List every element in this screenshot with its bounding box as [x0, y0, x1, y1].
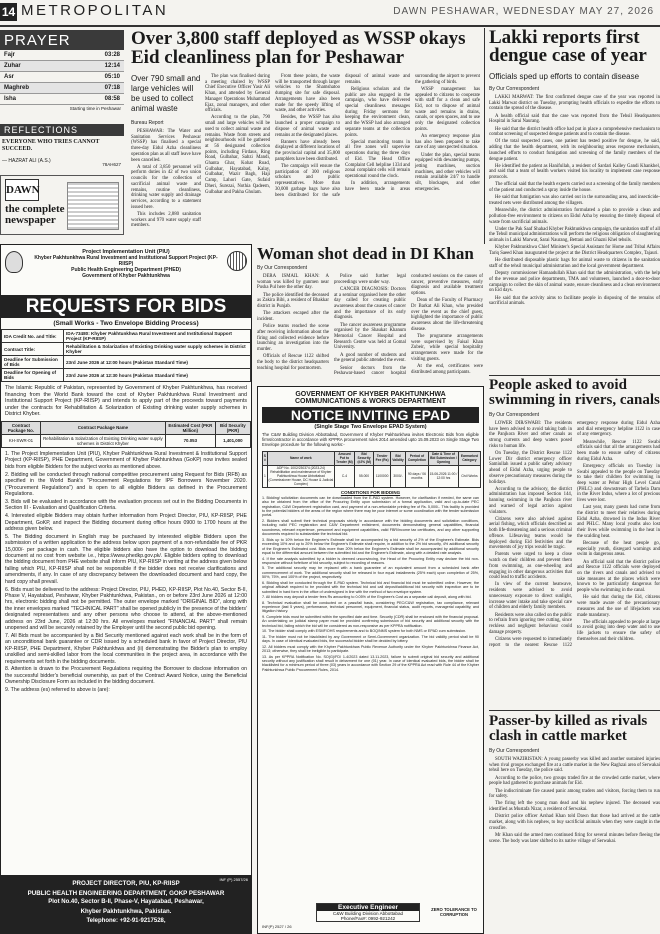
rfb-clause: 7. All Bids must be accompanied by a Bid Security mentioned against each work shall be in the form of an unconditional bank guarantee or CDR issued by a scheduled bank in favor of Project Director, PIU KP-RIISP, PHE Department, Khyber Pakhtunkhwa and (ii) demonstrating the Bidder's plan to employ unskilled and semi-skilled labor from the local communities in the project area, in accordance with the requirements set forth in the bidding documents. [5, 632, 247, 665]
notice-condition: 13. As per KPPRA Notification No. SO(G)/FD/ 1-4/2023 dated 13.11.2023, failure to submit original bid security and additional security without any justification shall result in debarment for one (01) year. In case of identical evaluated bids, the bidder shall be blacklisted for a minimum period of three (03) years in accordance with Section 29 of the KPPRA Act read with Rule 44 of the Khyber Pakhtunkhwa Public Procurement Rules, 2014. [262, 654, 479, 672]
notice-works-table [262, 451, 481, 488]
dawn-promo [0, 175, 124, 235]
notice-cell: 55.000 [354, 465, 373, 487]
woman-paragraph: CANCER DIAGNOSIS: Doctors at a seminar organised here the other day called for creating public awareness about the causes of cancer and the importance of its early diagnosis. [334, 286, 406, 321]
prayer-name: Zuhar [4, 63, 21, 69]
prayer-note: Starting time in Peshawar [69, 106, 121, 111]
wssp-paragraph: PESHAWAR: The Water and Sanitation Services Peshawar (WSSP) has finalised a special three-day Eidul Azha cleanliness operation plan as all staff leave have been cancelled. [131, 129, 201, 163]
notice-condition: 5. The additional security may be replaced with a bank guarantee of an equivalent amount from a scheduled bank after commencement of work. The additional security shall be released in four equal installments (25% each) upon completion of 25%, 50%, 75%, and 100% of the project, respectively. [262, 566, 479, 580]
woman-byline: By Our Correspondent [257, 265, 308, 271]
drowning-paragraph: Emergency officials on Tuesday in Swabi appealed to the people on Tuesday to take their children for swimming in deep water at Pehur High Level Canal (PHLC) and downstream of Tarbela Dam in the River Indus, where a lot of precious lives were lost. [577, 463, 660, 504]
reflection-author: — HAZRAT ALI (A.S.) [2, 158, 51, 164]
drowning-paragraph: Citizens were requested to immediately report to the nearest Rescue 1122 emergency response during Eidul Azha and dial emergency helpline 1122 in case of any emergency. [489, 421, 660, 648]
drowning-paragraph: Citizens were also advised against aerial fishing, which officials described as both life-threatening and a serious criminal offence. Lifesaving teams would be deployed during Eid festivities and the movements of joy trips would be tragic. [489, 516, 572, 551]
rfb-clause: 9. The address (es) referred to above is (are): [5, 687, 110, 694]
prayer-name: Asr [4, 74, 15, 80]
wssp-byline: Bureau Report [131, 120, 164, 126]
woman-paragraph: DERA ISMAIL KHAN: A woman was killed by gunmen near Pusha Pul here the other day. [257, 274, 329, 291]
prayer-title: PRAYER [0, 30, 124, 50]
wssp-paragraph: Banners have already been displayed at different locations of the provincial capital and 35,000 pamphlets have been distributed. [275, 139, 340, 162]
prayer-row [0, 72, 124, 83]
notice-header: Bid Security @2% (M) [354, 451, 373, 465]
dengue-story [489, 29, 660, 374]
notice-condition: 1. Bidding/ solicitation documents can be downloaded from the E-PAD system. However, for clarification if needed, the same can also be obtained from the office of the Procuring Entity upon submission of a formal application, valid and up-to-date PEC registration, C&W Department registration card, and payment of a non-refundable printing fee of Rs. 5,000/-. This facility is provided to the potential bidders of the areas of the region where there may be poor internet or some coordination with the tender submission portal. [262, 495, 479, 518]
rfb-address-box [1, 875, 251, 933]
newspaper-stack-icon [67, 182, 119, 230]
rfb-pkg-header: Contract Package No. [2, 421, 41, 434]
woman-paragraph: Dean of the Faculty of Pharmacy Dr Barkat Ali Khan, who presided over the event as the chief guest, highlighted the importance of public awareness about the life-threatening disease. [411, 298, 483, 332]
wssp-headline: Over 3,800 staff deployed as WSSP okays Eid cleanliness plan for Peshawar [131, 29, 466, 68]
notice-header: Period of Completion [405, 451, 428, 465]
woman-paragraph: At the end, certificates were distributed among participants. [411, 364, 483, 375]
sign-title: Executive Engineer [317, 904, 419, 911]
rfb-info-label: IDA Credit No. and Title: [2, 330, 64, 343]
drowning-paragraph: Parents were urged to keep a close watch on their children and prevent them from swimming, as one-wheeling and engaging in other dangerous activities that could lead to traffic accidents. [489, 552, 572, 581]
drowning-paragraph: The officials appealed to people at large to avoid going into deep water and to use life jackets to ensure the safety of themselves and their children. [577, 619, 660, 642]
rfb-address-line: Khyber Pakhtunkhwa, Pakistan. [80, 908, 172, 915]
dengue-paragraph: Khyber Pakhtunkhwa Chief Minister's Special Assistant for Home and Tribal Affairs Tariq Saeed Khan inaugurated the project at the District Headquarters Complex, Tajauri. [489, 245, 660, 257]
reflections-title: REFLECTIONS [0, 124, 124, 136]
cattle-paragraph: The indiscriminate fire caused panic among traders and visitors, forcing them to run for safety. [489, 788, 660, 800]
rfb-address-line: Telephone: +92-91-9217528, [86, 918, 166, 924]
notice-condition: 8. Technical evaluation shall be conducted on a pass/fail basis, considering PEC/C&W registration, tax compliance, relevant experience (last 5 years), performance, technical personnel, equipment, financial status, audit reports, managerial capability, and litigation history. [262, 600, 479, 614]
rfb-pkg-cell: KH-SWR-01 [2, 434, 41, 447]
dengue-paragraph: Deputy commissioner Hamaadullah Khan said that the administration, with the help of the revenue and police departments, TMA and volunteers, launched a door-to-door campaign to collect the skin of animal waste, ensure cleanliness and a clean environment on Eid days. [489, 271, 660, 294]
cattle-paragraph: District police officer Arshad Khan told Dawn that those had arrived at the cattle market, along with his nephew, to buy sacrificial animals when they were caught in the crossfire. [489, 814, 660, 831]
notice-header: Tender Fee (Rs) [374, 451, 391, 465]
rfb-info-value: 23rd June 2026 at 12:30 hours (Pakistan Standard Time) [64, 369, 251, 382]
rfb-pkg-header: Estimated Cost (PKR Million) [165, 421, 215, 434]
woman-story [257, 245, 483, 383]
woman-headline: Woman shot dead in DI Khan [257, 245, 474, 263]
rfb-govt: Government of Khyber Pakhtunkhwa [82, 273, 170, 279]
woman-paragraph: The programme arrangements were supervised by Faisal Khan Zubeir, while special hospitality arrangements were made for the visiting guests. [411, 334, 483, 362]
wssp-deck: Over 790 small and large vehicles will be used to collect animal waste [131, 74, 201, 113]
rfb-info-row [2, 369, 251, 382]
wssp-paragraph: A total of 3,850 personnel will perform duties in 42 of two union councils for the collection of sacrificial animal waste and remains, routine cleanliness, drinking water supply and drainage services, according to a statement issued here. [131, 164, 201, 210]
wssp-paragraph: An emergency response plan has also been prepared to take care of any unexpected situation. [415, 134, 480, 151]
rfb-advert [0, 244, 252, 934]
rfb-clause: 2. Bidding will be conducted through national competitive procurement using Request for Bids (RFB) as specified in the World Bank's "Procurement Regulations for IPF Borrowers November 2020. ("Procurement Regulations") and is open to all eligible Bidders as defined in the Procurement Regulations. [5, 471, 247, 497]
notice-condition: 3. Bids up to 10% below the Engineer's Estimate shall be accompanied by a bid security of 2% of the Engineer's Estimate. Bids exceeding 10% and up to 20% below the Engineer's Estimate shall require, in addition to the 2% bid security, 4% additional security of the Engineer's Estimated cost. Bids more than 20% below the Engineer's Estimate shall be accompanied by additional security equal to the differential amount between the submitted bid and the Engineer's Estimate, along with a detailed rate analysis. [262, 537, 479, 556]
dawn-logo-text: DAWN [6, 184, 40, 196]
rfb-clause: 1. The Project Implementation Unit (PIU), Khyber Pakhtunkhwa Rural Investment & Institutional Support Project (KP-RIISP), PHE Department, Government of Khyber Pakhtunkhwa (GoKP) now invites sealed bids from eligible Bidders for the subject works as mentioned above. [5, 450, 247, 470]
notice-header: Date & Time of Bid Submission / Opening [430, 452, 457, 465]
notice-footer [258, 901, 483, 933]
drowning-paragraph: Residents were also called on the public to refrain from ignoring tree cutting, since reckless and negligent behaviour could damage property. [489, 612, 572, 635]
wssp-paragraph: In addition, arrangements have been made in areas surrounding the airport to prevent the gathering of birds. [345, 74, 480, 192]
dengue-paragraph: LAKKI MARWAT: The first confirmed dengue case of the year was reported in Lakki Marwat district on Tuesday, prompting health officials to expedite the efforts to contain the spread of the disease. [489, 95, 660, 112]
rfb-info-table [1, 329, 251, 382]
notice-cell: 3000/- [391, 465, 406, 487]
woman-paragraph: Police teams reached the scene after receiving information about the firing and collected evidence before launching an investigation into the murder. [257, 324, 329, 352]
woman-paragraph: A good number of students and the general public attended the event. [334, 352, 406, 364]
wssp-paragraph: Under the plan, special teams equipped with dewatering pumps, jetting machines, suction machines, and other vehicles will remain available 24/7 to handle silt, blockages, and other emergencies. [415, 152, 480, 192]
notice-header: Bid Validity [391, 451, 406, 465]
wssp-story [131, 29, 480, 241]
drowning-paragraph: According to the advisory, the district administration has imposed Section 144, banning swimming in the Panjkora river and warned of legal action against violators. [489, 486, 572, 515]
rfb-subtitle: (Small Works - Two Envelope Bidding Process) [53, 320, 199, 327]
rfb-package-table [1, 421, 251, 448]
woman-paragraph: The police identified the deceased as Zakira Bibi, a resident of Bhakkar district in Punjab. [257, 292, 329, 310]
reflection-quote: EVERYONE WHO TRIES CANNOT SUCCEED. [2, 139, 100, 152]
notice-cell: 15-06-2026 11:00 / 12:00 hrs [429, 465, 459, 487]
dengue-paragraph: The official said that the health experts carried out a screening of the family members of the patient and conducted a spray inside the house. [489, 182, 660, 194]
signature-box [316, 903, 420, 922]
notice-dept: COMMUNICATIONS & WORKS DEPARTMENT [294, 398, 446, 405]
notice-govt: GOVERNMENT OF KHYBER PAKHTUNKHWA [295, 391, 446, 398]
cattle-story [489, 714, 660, 934]
dengue-paragraph: Of the total suspected cases, one patient has tested positive for dengue, he said, adding that the health department, with its neighbouring areas response mechanism, launched efforts to conduct fumigation and screening of the family members of the dengue patient. [489, 139, 660, 162]
wssp-paragraph: Special monitoring teams in all five zones will supervise operations during the three days of Eid. The Head Office Complaint Cell helpline 1334 and zonal complaint cells will remain operational round the clock. [345, 139, 411, 179]
notice-cell: 90 days / 06 months [405, 465, 428, 487]
drowning-body [489, 421, 660, 697]
prayer-time: 08:58 [104, 96, 120, 102]
notice-header: Amount Put to Tender (M) [336, 452, 353, 465]
dengue-paragraph: A health official said that the case was reported from the Tehsil Headquarters Hospital in Sarai Naurang. [489, 113, 660, 125]
wssp-paragraph: WSSP management has appealed to citizens to cooperate with staff for a clean and safe Eid, not to dispose of animal waste and remains in drains, canals, or open spaces, and to use only the designated collection points. [415, 86, 480, 132]
kp-emblem-icon [5, 251, 23, 273]
rfb-info-label: Contract Title: [2, 343, 64, 356]
wssp-paragraph: According to the plan, 790 small and large vehicles will be used to collect animal waste and remains. Waste from streets and neighbourhoods will be gathered at 56 designated collection points, including Firdaus, Ring Road, Gulbahar, Sabzi Mandi, Ghanta Ghar, Kohat Road, Gulbahar, Hayatabad, Kalay, Gulbahar, Wazir Bagh, Haji Camp, Lahori Gate, Sufaid Dheri, Surezai, Nothia Qadeem, Gulbahar and Pakha Ghulam. [205, 115, 270, 195]
drowning-byline: By Our Correspondent [489, 412, 540, 418]
wssp-body [205, 74, 480, 241]
notice-cell: C-4 [335, 465, 355, 487]
cattle-byline: By Our Correspondent [489, 748, 540, 754]
notice-condition: 9. Complete bids must be submitted within the specified date and time. Security (CDR) shall be enclosed with the financial proposal. An undertaking on judicial stamp paper must be provided confirming submission of bid security and additional security with the technical bid, failing which the bid will be considered as non-responsive as per KPPRA notification. [262, 614, 479, 628]
prayer-time: 05:10 [104, 74, 120, 80]
rfb-address-line: PROJECT DIRECTOR, PIU, KP-RIISP [72, 880, 180, 887]
drowning-paragraph: Last year, many guests had come from the district to meet their relatives during Eidul Azha, drowned in the Indus River and PHLC. Many local youths also lost their lives while swimming in the heat in the scalding heat. [577, 505, 660, 539]
notice-condition: 2. Bidders shall submit their technical proposals strictly in accordance with the bidding documents and solicitation conditions, including valid PEC registration and C&W Department enlistment, documents demonstrating general capabilities, financial soundness, relevant experience, personnel and equipment capabilities, valid FBR/income tax certificates, and any other supporting documents required to substantiate the technical bid. [262, 518, 479, 537]
epad-notice [257, 386, 484, 934]
notice-conditions [258, 495, 483, 857]
rfb-pkg-header: Contract Package Name [40, 421, 165, 434]
notice-condition: 6. Bidding shall be conducted through the E-PAD system. Technical bid and financial bid must be submitted online. However, the original affidavit required to be provided with the technical bid and call deposit/additional bid security with inspection are to be submitted in hard form in the office of undersigned in line with the method of two envelope system. [262, 580, 479, 594]
notice-header: Name of work [267, 451, 334, 465]
dengue-paragraph: Under the Pak Saaf Shahad Khyber Pakhtunkhwa campaign, the sanitation staff of all the Tehsil municipal administrations will perform the religious obligation of slaughtering animals in Lakki Marwat, Sarai Naurang, Bettani and Ghazni Khel tehsils. [489, 226, 660, 244]
prayer-time: 07:18 [104, 85, 120, 91]
dawn-logo [5, 179, 39, 201]
zero-tolerance-banner: ZERO TOLERANCE TO CORRUPTION [431, 907, 477, 917]
wssp-paragraph: Religious scholars and the public are also engaged in the campaign, who have delivered special cleanliness messages during Friday sermons for keeping the environment clean, and the WSSP had also arranged separate teams at the collection points. [345, 86, 410, 138]
notice-condition: 11. The bidder must not be blacklisted by any Government or Semi-Government organization. The bid validity period shall be 90 days. In case of identical evaluated bids, the successful bidder shall be decided by lottery. [262, 634, 479, 644]
prayer-name: Isha [4, 96, 17, 102]
rfb-clause: 3. Bids will be evaluated in accordance with the evaluation process set out in the Bidding Documents in Section III - Evaluation and Qualification Criteria. [5, 498, 247, 512]
rfb-pkg-cell: 1,401,000 [215, 434, 250, 447]
rfb-pkg-header: Bid Security (PKR) [215, 421, 250, 434]
prayer-row [0, 94, 124, 105]
notice-header: Earmarked Category [458, 451, 480, 465]
cattle-body [489, 757, 660, 907]
rfb-clause: 5. The Bidding document in English may be purchased by interested eligible Bidders upon the submission of a written application to the address below upon payment of a non-refundable fee of PKR 15,000/- per package in cash. The eligible bidders also have the option to download the bidding document at no cost from website i.e., https://www.phedkp.gov.pk/. Eligible bidders opting to download the bidding document from PHE website shall inform PIU, KP-RIISP in writing at the address given below falling which PIU, KP-RIISP shall not be responsible if the bidder does not receive clarifications and amendments, if any. In case of any discrepancy between the downloaded document and hard copy, the hard copy shall prevail. [5, 533, 247, 585]
cattle-paragraph: Mr Khan said the armed men continued firing for several minutes before fleeing the scene. The body was later shifted to its native village of Serwakai. [489, 832, 660, 844]
woman-paragraph: The attackers escaped after the incident. [257, 311, 329, 322]
prayer-times [0, 50, 124, 105]
rfb-intro: The Islamic Republic of Pakistan, represented by Government of Khyber Pakhtunkhwa, has received financing from the World Bank toward the cost of Khyber Pakhtunkhwa Rural Investment and Institutional Support Project (KP-RIISP) and intends to apply part of the proceeds toward payments under the contracts for Rehabilitation & Solarization of Existing drinking water supply schemes in District Khyber. [5, 385, 247, 418]
dengue-paragraph: He said that the activity aims to facilitate people in disposing of the remains of sacrificial animals. [489, 295, 660, 307]
woman-paragraph: The cancer awareness programme organised by the Shaukat Khanum Memorial Cancer Hospital and Research Centre was held at Gomal University. [334, 322, 406, 351]
wssp-paragraph: The campaign will ensure the participation of 300 religious scholars and public representatives. More than 30,000 garbage bags have also been distributed for the safe disposal of animal waste and remains. [275, 74, 410, 198]
prayer-time: 12:14 [104, 63, 120, 69]
cattle-paragraph: According to the police, two groups traded fire at the crowded cattle market, where people had gathered to purchase animals for Eid. [489, 775, 660, 787]
promo-tagline: the complete newspaper [5, 203, 65, 226]
drowning-paragraph: Meanwhile, Rescue 1122 Swabi officials said that all the arrangements had been made to ensure safety of citizens during Eidul Azha. [577, 439, 660, 462]
sign-phone: Phone/Fax#: 0992-921242 [340, 916, 396, 921]
rfb-info-row [2, 330, 251, 343]
rfb-inf: INF (P) 2557/26 [219, 877, 248, 882]
page-number: 14 [1, 5, 16, 19]
notice-cell: ADP No. 1002/230374 (2023-24) Rehabilitation and maintenance of Khyber Pakhtunkhwa House Abbottabad (Commissioner House, DC House & Judicial Complex) [268, 466, 334, 487]
notice-title: NOTICE INVITING EPAD [262, 407, 479, 423]
rfb-pkg-cell: 70.053 [165, 434, 215, 447]
rfb-clause: 8. Attention is drawn to the Procurement Regulations requiring the Borrower to disclose information on the successful bidder's beneficial ownership, as part of the Contract Award Notice, using the Beneficial Ownership Disclosure Form as included in the bidding document. [5, 666, 247, 686]
rfb-dept: Public Health Engineering Department (PHED) [71, 267, 181, 273]
wssp-paragraph: From these points, the waste will be transported through larger vehicles to the Shamshatoo dumping site for safe disposal. Arrangements have also been made for the speedy lifting of waste, and other activities. [275, 74, 340, 114]
prayer-name: Fajr [4, 52, 16, 58]
drowning-paragraph: In view of the current heatwave, residents were advised to avoid unnecessary exposure to direct sunlight, increase water intake and take special care of children and elderly family members. [489, 582, 572, 611]
woman-body [257, 274, 483, 383]
masthead [0, 0, 660, 26]
rfb-info-row [2, 356, 251, 369]
rfb-address-line: PUBLIC HEALTH ENGINEERING DEPARTMENT, GOKP PESHAWAR [27, 889, 225, 897]
notice-condition: 4. If the rate analysis submitted by a bidder is deemed unconvincing, the Head of the Procuring Entity may declare the bid non-responsive without forfeiture of bid security, subject to recording of reasons. [262, 556, 479, 565]
rfb-clause: 6. Bids must be delivered to the address: Project Director, PIU, PHED, KP-RIISP, Plot No.40, Sector B-II, Phase V, Hayatabad, Peshawar, Khyber Pakhtunkhwa, Pakistan., on or before 23rd June 2026 at 12:00 hrs, electronic bidding shall not be permitted. The outer envelope marked "ORIGINAL BID", along with the inner envelopes marked "TECHNICAL PART" shall be opened publicly in the presence of the bidders' designated representatives and any other persons who choose to attend, at the above-mentioned address on 23rd June, 2026 at 12:30 hrs. All envelopes marked "FINANCIAL PART" shall remain unopened and will be securely retained by the Employer until the second public bid opening. [5, 586, 247, 632]
conditions-title: CONDITIONS FOR BIDDING [340, 489, 401, 495]
notice-condition: 12. All bidders must comply with the Khyber Pakhtunkhwa Public Revenue Authority under the Khyber Pakhtunkhwa Finance Act, 2013; otherwise, they shall be ineligible to participate. [262, 644, 479, 654]
cattle-paragraph: SOUTH WAZIRISTAN: A young passerby was killed and another sustained injuries when rival groups exchanged fire at a cattle market in the New Raghzai area of Serwakai tehsil here on Tuesday, the police said. [489, 757, 660, 774]
wssp-paragraph: Besides, the WSSP has also launched a proper campaign to dispose of animal waste and remains at the designated places. [275, 115, 340, 138]
notice-condition: 7. All bidders may deposit a tender fees Rs amounting to 0.05% of the Engineer's Cost as a separate call deposit, along with bid. [262, 595, 472, 600]
drowning-story [489, 378, 660, 706]
rfb-info-value: Rehabilitation & Solarization of Existing Drinking water supply schemes in District Khyber [64, 343, 251, 356]
drowning-paragraph: On Tuesday, the District Rescue 1122 Lower Dir district emergency officer Samiullah issued a public safety advisory ahead of Eidul Azha, urging people to observe precautionary measures during the holidays. [489, 451, 572, 485]
prayer-name: Maghreb [4, 85, 30, 91]
rfb-info-row [2, 343, 251, 356]
cattle-headline: Passer-by killed as rivals clash in cattle market [489, 714, 648, 744]
notice-intro: The C&W Building Division Abbottabad, Government of Khyber Pakhtunkhwa invites Electronic Bids from eligible firms/contractor in accordance with KPPRA procurement rules 2014 amended upto 15.09.2023 on Single Stage Two Envelope procedure for the following works:- [262, 432, 479, 448]
rfb-title: REQUESTS FOR BIDS [1, 295, 251, 318]
section-title: METROPOLITAN [21, 2, 169, 19]
sign-office: C&W Building Division Abbottabad [332, 911, 404, 916]
notice-header: S # [263, 451, 268, 465]
drowning-paragraph: He said that during the Eid, citizens were made aware of the precautionary measures and the use of lifejackets was made mandatory. [577, 595, 660, 618]
notice-subtitle: (Single Stage Two Envelope EPAD System) [314, 424, 427, 430]
rfb-pkg-cell: Rehabilitation & Solarization of Existing Drinking water supply schemes in District Khyber [40, 434, 165, 447]
woman-paragraph: Senior doctors from the Peshawar-based cancer hospital conducted sessions on the causes of cancer, preventive measures, early diagnosis and available treatment options. [334, 274, 483, 377]
rfb-clause: 4. Interested eligible Bidders may obtain further information from Project Director, PIU, KP-RIISP, PHE Department, GoKP, and inspect the Bidding document during office hours 0900 to 1700 hours at the address given below. [5, 513, 247, 532]
notice-condition: 10. The bidder shall comply with ESMF/OHS requirements and to BOQ/NMS system for both NMS or EPAD cum submission. [262, 629, 467, 634]
rfb-info-value: IDA-73480: Khyber Pakhtunkhwa Rural Investment and Institutional Support Project (KP-RIISP) [64, 330, 251, 343]
prayer-row [0, 50, 124, 61]
dengue-deck: Officials sped up efforts to contain disease [489, 72, 640, 81]
woman-paragraph: Officials of Rescue 1122 shifted the body to the district headquarters teaching hospital for postmortem. [257, 354, 329, 371]
cattle-paragraph: The firing left the young man dead and his nephew injured. The deceased was identified as Mustafa Nizar, a resident of Serwakai. [489, 801, 660, 813]
rfb-unit: Project Implementation Unit (PIU) [82, 249, 170, 255]
dengue-paragraph: He distributed disposable plastic bags for animal waste to citizens in the sanitation staff of the tehsil municipal administration and the local government department. [489, 258, 660, 269]
drowning-paragraph: LOWER DIR/SWABI: The residents have been advised to avoid taking bath in the Panjkora River and other canals as strong currents and deep waters posed risks to human life. [489, 421, 572, 449]
prayer-time: 03:28 [104, 52, 120, 58]
notice-cell: 1 [263, 465, 268, 487]
dengue-paragraph: He said that the district health office had put in place a comprehensive mechanism to combat screening of suspected dengue patients and to contain the disease. [489, 126, 660, 138]
rfb-unit-sub: Khyber Pakhtunkhwa Rural Investment and Institutional Support Project (KP-RIISP) [34, 255, 218, 267]
reflections-box [0, 124, 124, 174]
notice-cell: 1100000 [374, 465, 391, 487]
dengue-paragraph: Meanwhile, the district administration formulated a plan to provide a clean and pollution-free environment to citizens on Eidul Azha by ensuring the timely disposal of waste from sacrificial animals. [489, 208, 660, 225]
worldbank-logo-icon [227, 251, 247, 271]
dengue-paragraph: He said that fumigation was also carried out in the surrounding area, and insecticide-treated nets were distributed among the villagers. [489, 195, 660, 206]
dengue-byline: By Our Correspondent [489, 86, 540, 92]
prayer-row [0, 61, 124, 72]
reflection-code: 78AH627 [102, 162, 121, 167]
notice-inf: INF(P) 2527 / 26 [262, 924, 292, 929]
dateline: DAWN PESHAWAR, WEDNESDAY MAY 27, 2026 [393, 6, 654, 17]
rfb-info-label: Deadline for Opening of Bids [2, 369, 64, 382]
dengue-body [489, 95, 660, 350]
dengue-paragraph: He identified the patient as Hanifullah, a resident of Sardari Kalley Gandi Khankhel, and said that a team of health workers visited his locality to implement case response protocols. [489, 163, 660, 181]
drowning-paragraph: An official said that the district police and Rescue 1122 officials were deployed on the rivers and canals and advised to take measures at the places which were known to be particularly dangerous for people who swimming in the canal. [577, 559, 660, 594]
rfb-info-label: Deadline for Submission of Bids [2, 356, 64, 369]
drowning-headline: People asked to avoid swimming in rivers, canals [489, 378, 660, 408]
dengue-headline: Lakki reports first dengue case of year [489, 29, 647, 66]
prayer-box [0, 30, 124, 120]
wssp-body-lead [131, 129, 201, 241]
rfb-address-line: Plot No.40, Sector B-II, Phase-V, Hayatabad, Peshawar, [48, 899, 204, 905]
rfb-clauses [1, 448, 251, 880]
woman-paragraph: Police said further legal proceedings were under way. [334, 274, 406, 285]
wssp-paragraph: The plan was finalised during a meeting chaired by WSSP Chief Executive Officer Yasir Ali Khan, and attended by General Manager Operations Muhammad Ejaz, zonal managers, and other officials. [205, 74, 270, 114]
wssp-paragraph: This includes 2,880 sanitation workers and 970 water supply staff members. [131, 211, 201, 229]
notice-cell: Civil Works [458, 465, 480, 487]
prayer-row [0, 83, 124, 94]
rfb-info-value: 23rd June 2026 at 12:00 hours (Pakistan Standard Time) [64, 356, 251, 369]
drowning-paragraph: Because of the heat people go, especially youth, disregard warnings and swim in dangerous areas. [577, 541, 660, 558]
